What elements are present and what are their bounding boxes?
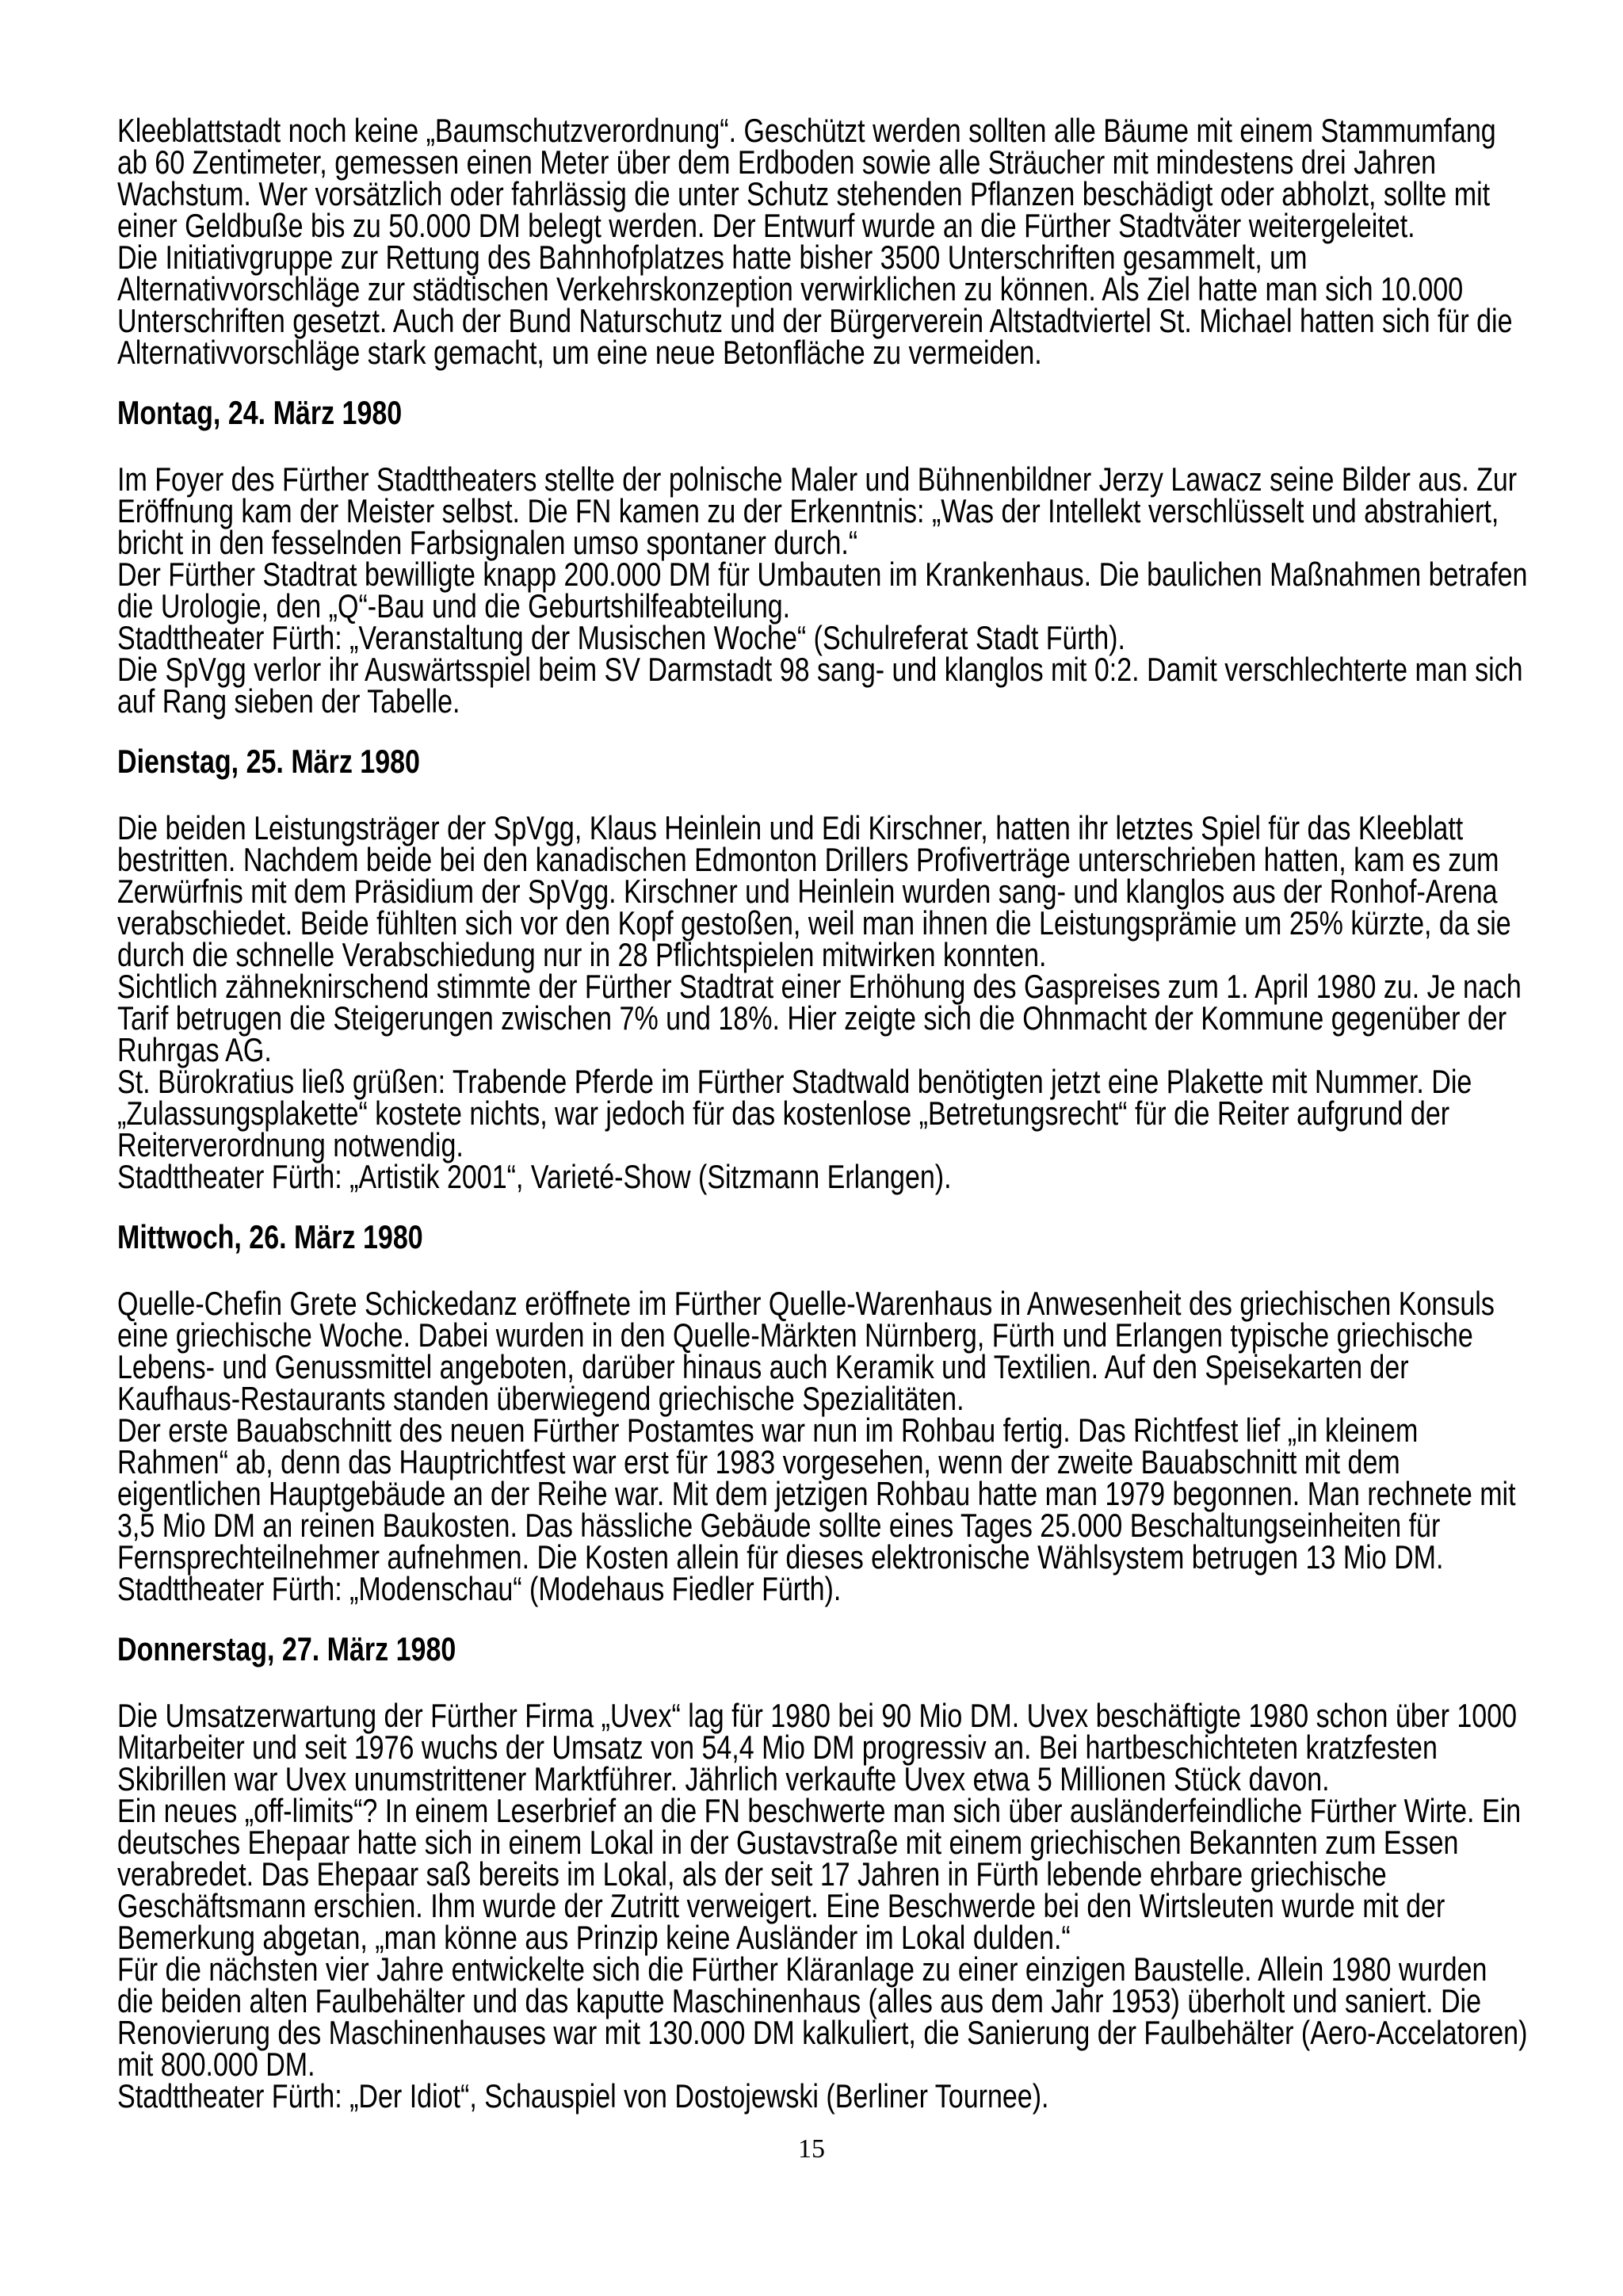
chronicle-entry: Quelle-Chefin Grete Schickedanz eröffnete im Fürther Quelle-Warenhaus in Anwesenheit des griechischen Konsuls eine griechische Woche. Dabei wurden in den Quelle-Märkten Nürnberg, Fürth und Erlangen typische griechische Lebens- und Genussmittel angeboten, darüber hinaus auch Keramik und Textilien. Auf den Speisekarten der Kaufhaus-Restaurants standen überwiegend griechische Spezialitäten. [117, 1285, 1495, 1417]
chronicle-entry: Die Umsatzerwartung der Fürther Firma „Uvex“ lag für 1980 bei 90 Mio DM. Uvex beschäftigte 1980 schon über 1000 Mitarbeiter und seit 1976 wuchs der Umsatz von 54,4 Mio DM progressiv an. Bei hartbeschichteten kratzfesten Skibrillen war Uvex unumstrittener Marktführer. Jährlich verkaufte Uvex etwa 5 Millionen Stück davon. [117, 1697, 1518, 1797]
chronicle-entry: Stadttheater Fürth: „Veranstaltung der Musischen Woche“ (Schulreferat Stadt Fürth). [117, 619, 1125, 656]
intro-paragraph: Kleeblattstadt noch keine „Baumschutzverordnung“. Geschützt werden sollten alle Bäume mit einem Stammumfang ab 60 Zentimeter, gemessen einen Meter über dem Erdboden sowie alle Sträucher mit mindestens drei Jahren Wachstum. Wer vorsätzlich oder fahrlässig die unter Schutz stehenden Pflanzen beschädigt oder abholzt, sollte mit einer Geldbuße bis zu 50.000 DM belegt werden. Der Entwurf wurde an die Fürther Stadtväter weitergeleitet. [117, 112, 1496, 244]
chronicle-entry: Die beiden Leistungsträger der SpVgg, Klaus Heinlein und Edi Kirschner, hatten ihr letztes Spiel für das Kleeblatt bestritten. Nachdem beide bei den kanadischen Edmonton Drillers Profiverträge unterschrieben hatten, kam es zum Zerwürfnis mit dem Präsidium der SpVgg. Kirschner und Heinlein wurden sang- und klanglos aus der Ronhof-Arena verabschiedet. Beide fühlten sich vor den Kopf gestoßen, weil man ihnen die Leistungsprämie um 25% kürzte, da sie durch die schnelle Verabschiedung nur in 28 Pflichtspielen mitwirken konnten. [117, 809, 1511, 973]
chronicle-entry: Stadttheater Fürth: „Der Idiot“, Schauspiel von Dostojewski (Berliner Tournee). [117, 2077, 1049, 2115]
section-heading-donnerstag: Donnerstag, 27. März 1980 [117, 1630, 456, 1668]
page-text-column [117, 112, 1529, 2115]
chronicle-entry: Stadttheater Fürth: „Modenschau“ (Modehaus Fiedler Fürth). [117, 1570, 842, 1607]
section-heading-montag: Montag, 24. März 1980 [117, 394, 403, 431]
intro-paragraph: Die Initiativgruppe zur Rettung des Bahnhofplatzes hatte bisher 3500 Unterschriften gesammelt, um Alternativvorschläge zur städtischen Verkehrskonzeption verwirklichen zu können. Als Ziel hatte man sich 10.000 Unterschriften gesetzt. Auch der Bund Naturschutz und der Bürgerverein Altstadtviertel St. Michael hatten sich für die Alternativvorschläge stark gemacht, um eine neue Betonfläche zu vermeiden. [117, 239, 1513, 371]
page-number: 15 [798, 2134, 825, 2164]
chronicle-entry: Die SpVgg verlor ihr Auswärtsspiel beim SV Darmstadt 98 sang- und klanglos mit 0:2. Damit verschlechterte man sich auf Rang sieben der Tabelle. [117, 651, 1523, 720]
section-heading-mittwoch: Mittwoch, 26. März 1980 [117, 1218, 423, 1255]
chronicle-entry: Der erste Bauabschnitt des neuen Fürther Postamtes war nun im Rohbau fertig. Das Richtfest lief „in kleinem Rahmen“ ab, denn das Hauptrichtfest war erst für 1983 vorgesehen, wenn der zweite Bauabschnitt mit dem eigentlichen Hauptgebäude an der Reihe war. Mit dem jetzigen Rohbau hatte man 1979 begonnen. Man rechnete mit 3,5 Mio DM an reinen Baukosten. Das hässliche Gebäude sollte eines Tages 25.000 Beschaltungseinheiten für Fernsprechteilnehmer aufnehmen. Die Kosten allein für dieses elektronische Wählsystem betrugen 13 Mio DM. [117, 1412, 1516, 1576]
section-heading-dienstag: Dienstag, 25. März 1980 [117, 743, 420, 780]
chronicle-entry: Der Fürther Stadtrat bewilligte knapp 200.000 DM für Umbauten im Krankenhaus. Die baulichen Maßnahmen betrafen die Urologie, den „Q“-Bau und die Geburtshilfeabteilung. [117, 556, 1528, 625]
chronicle-entry: Stadttheater Fürth: „Artistik 2001“, Varieté-Show (Sitzmann Erlangen). [117, 1158, 952, 1195]
chronicle-entry: Für die nächsten vier Jahre entwickelte sich die Fürther Kläranlage zu einer einzigen Baustelle. Allein 1980 wurden die beiden alten Faulbehälter und das kaputte Maschinenhaus (alles aus dem Jahr 1953) überholt und saniert. Die Renovierung des Maschinenhauses war mit 130.000 DM kalkuliert, die Sanierung der Faulbehälter (Aero-Accelatoren) mit 800.000 DM. [117, 1950, 1528, 2083]
chronicle-entry: Im Foyer des Fürther Stadttheaters stellte der polnische Maler und Bühnenbildner Jerzy Lawacz seine Bilder aus. Zur Eröffnung kam der Meister selbst. Die FN kamen zu der Erkenntnis: „Was der Intellekt verschlüsselt und abstrahiert, bricht in den fesselnden Farbsignalen umso spontaner durch.“ [117, 460, 1518, 561]
chronicle-entry: Ein neues „off-limits“? In einem Leserbrief an die FN beschwerte man sich über ausländerfeindliche Fürther Wirte. Ein deutsches Ehepaar hatte sich in einem Lokal in der Gustavstraße mit einem griechischen Bekannten zum Essen verabredet. Das Ehepaar saß bereits im Lokal, als der seit 17 Jahren in Fürth lebende ehrbare griechische Geschäftsmann erschien. Ihm wurde der Zutritt verweigert. Eine Beschwerde bei den Wirtsleuten wurde mit der Bemerkung abgetan, „man könne aus Prinzip keine Ausländer im Lokal dulden.“ [117, 1792, 1522, 1956]
chronicle-entry: St. Bürokratius ließ grüßen: Trabende Pferde im Fürther Stadtwald benötigten jetzt eine Plakette mit Nummer. Die „Zulassungsplakette“ kostete nichts, war jedoch für das kostenlose „Betretungsrecht“ für die Reiter aufgrund der Reiterverordnung notwendig. [117, 1063, 1472, 1163]
chronicle-entry: Sichtlich zähneknirschend stimmte der Fürther Stadtrat einer Erhöhung des Gaspreises zum 1. April 1980 zu. Je nach Tarif betrugen die Steigerungen zwischen 7% und 18%. Hier zeigte sich die Ohnmacht der Kommune gegenüber der Ruhrgas AG. [117, 968, 1522, 1068]
